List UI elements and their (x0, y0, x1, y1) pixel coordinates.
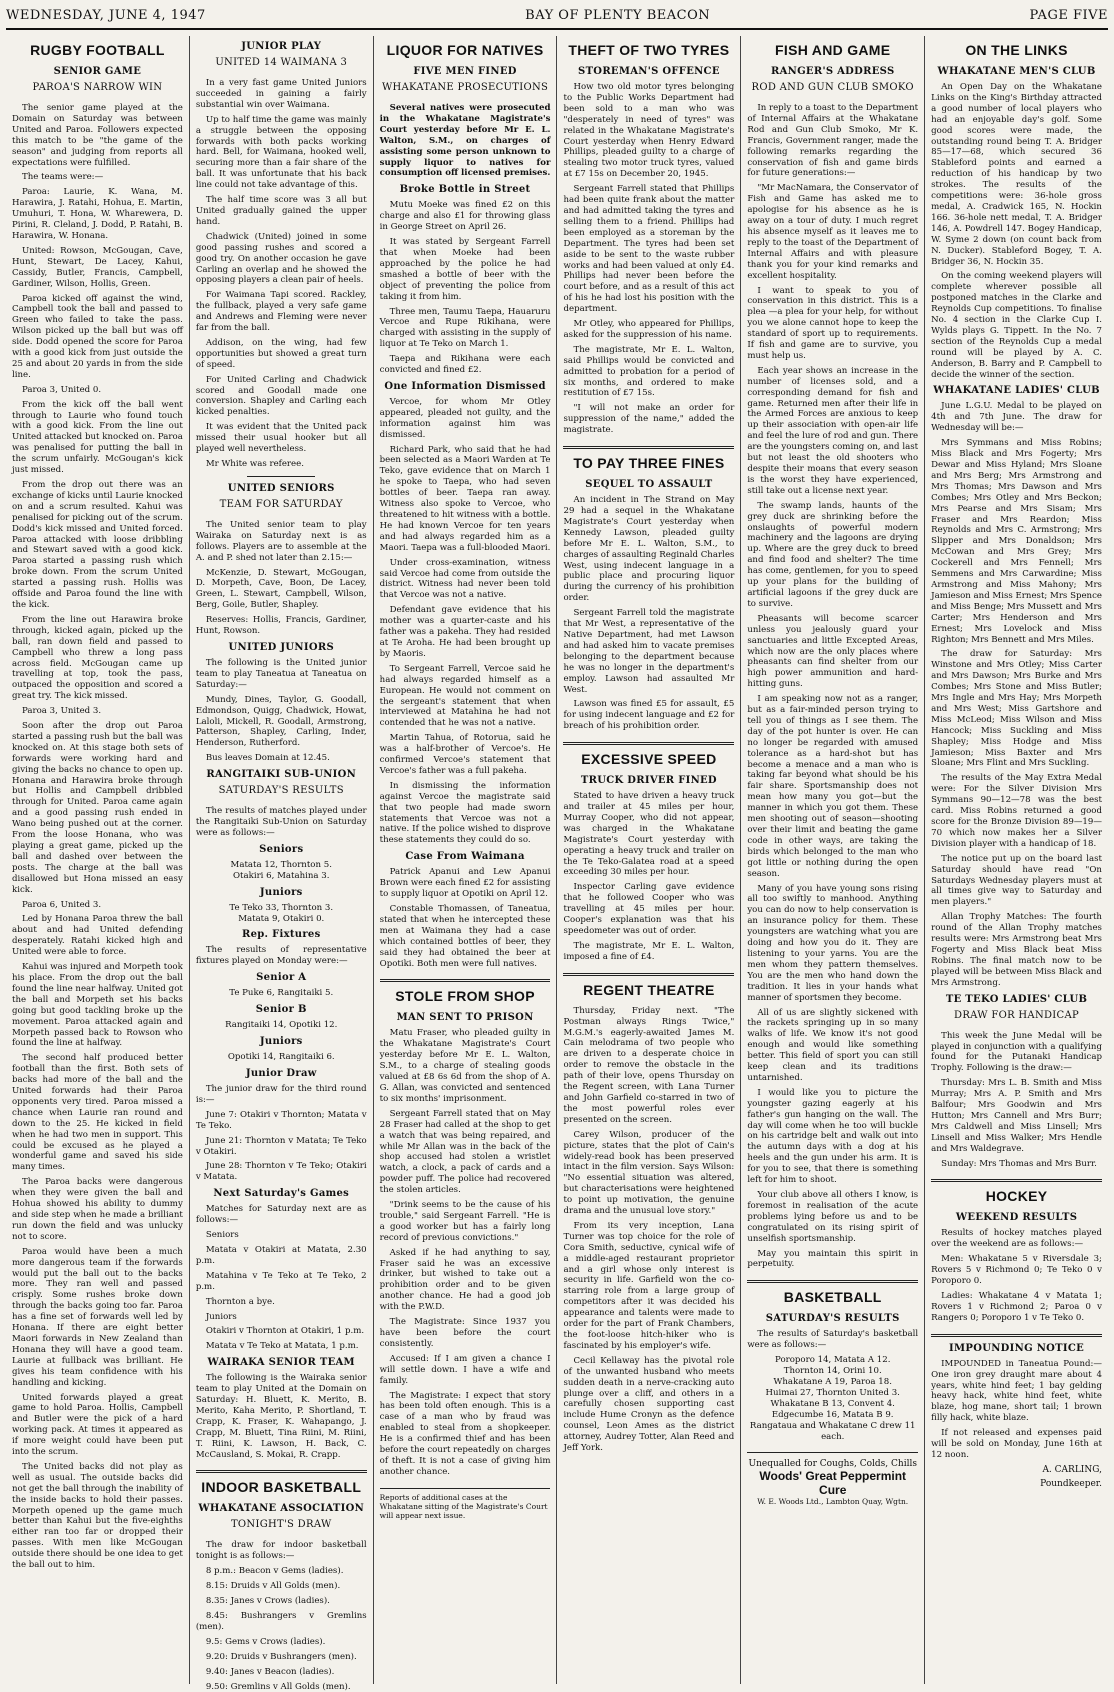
article-headline: ON THE LINKS (965, 42, 1068, 58)
paragraph: Paroa would have been a much more dangerous team if the forwards would put the ball out to the backs more. They ran well and passed crisply. Some rushes broke down through the backs going too far. Paroa has a fine set of forwards well led by Honana. If there are eight better Maori forwards in New Zealand than Honana they will have a good team. Laurie at fullback was brilliant. He gives his team confidence with his handling and kicking. (12, 1246, 183, 1388)
paragraph: 8.45: Bushrangers v Gremlins (men). (195, 1611, 367, 1632)
article-body (931, 1031, 1102, 1170)
article-headline: REGENT THEATRE (583, 981, 715, 998)
paragraph: From its very inception, Lana Turner was top choice for the role of Cora Smith, seductive, cynical wife of a middle-aged restaurant proprietor and a girl whose only interest is security in life. Garfield won the co-starring role from a large group of competitors after it was decided his appearance and talents were made to order for the part of Frank Chambers, the foot-loose hitch-hiker who is fascinated by his employer's wife. (563, 1220, 735, 1351)
paragraph: The Magistrate: I expect that story has been told often enough. This is a case of a man who by fraud was enabled to steal from a shopkeeper. He is a confirmed thief and has been before the court repeatedly on charges of theft. It is not a case of giving him another chance. (379, 1390, 551, 1477)
paragraph: I am speaking now not as a ranger, but as a fair-minded person trying to tell you of things as I see them. The day of the pot hunter is over. He can no longer be regarded with amused tolerance as a hard-shot but has become a menace and a man who is taking far beyond what should be his fair share. Sportsmanship does not mean how many you got—but the manner in which you got them. These men shooting out of season—shooting over their limit and beating the game code in other ways, are taking the birds which belonged to the man who got little or nothing during the open season. (747, 694, 919, 879)
article-body (380, 867, 551, 969)
paragraph: Led by Honana Paroa threw the ball about and had United defending desperately. Ratahi kicked high and United were able to force. (12, 914, 183, 958)
paragraph: 9.20: Druids v Bushrangers (men). (205, 1651, 357, 1662)
paragraph: Three men, Taumu Taepa, Hauaruru Vercoe and Rupe Rikihana, were charged with assisting in the supply of liquor at Te Teko on March 1. (379, 306, 551, 350)
paragraph: Matata v Otakiri at Matata, 2.30 p.m. (195, 1244, 367, 1266)
column-rugby (6, 36, 190, 1684)
paragraph: Your club above all others I know, is foremost in realisation of the acute problems lying before us and to be congratulated on its rising spirit of unselfish sportsmanship. (747, 1190, 919, 1244)
divider (563, 446, 734, 449)
column-tyres (557, 36, 741, 1684)
article-headline: IMPOUNDING NOTICE (949, 1342, 1085, 1354)
article-body (196, 1373, 367, 1460)
paragraph: Rangitaiki 14, Opotiki 12. (225, 1020, 338, 1031)
paragraph: Asked if he had anything to say, Fraser said he was an excessive drinker, but wished to take out a prohibition order and to be given another chance. He had a good job with the P.W.D. (379, 1247, 551, 1313)
article-body (196, 520, 367, 637)
paragraph: The second half produced better football than the first. Both sets of backs had more of the ball and the United forwards had their Paroa opponents very tired. Paroa missed a chance when Laurie ran round and down to the 25. He kicked in field when he had two men in support. This could be excused as he played a wonderful game and saved his side many times. (12, 1053, 183, 1173)
paragraph: Many of you have young sons rising all too swiftly to manhood. Anything you can do now to help conservation is an insurance policy for them. These youngsters are watching what you are doing and how you do it. They are listening to your yarns. You are the men whom they pattern themselves. You are the men who hand down the tradition. It lies in your hands what manner of sportsmen they become. (747, 883, 919, 1003)
paragraph: McKenzie, D. Stewart, McGougan, D. Morpeth, Cave, Boon, De Lacey, Green, L. Stewart, Campbell, Wilson, Berg, Goile, Butler, Shapley. (195, 567, 367, 611)
paragraph: "Drink seems to be the cause of his trouble," said Sergeant Farrell. "He is a good worker but has a fairly long record of previous convictions." (379, 1200, 551, 1243)
paragraph: Otakiri 6, Matahina 3. (233, 870, 330, 881)
article-subhead: SATURDAY'S RESULTS (765, 1313, 900, 1325)
newspaper-columns (6, 36, 1108, 1692)
article-headline: EXCESSIVE SPEED (581, 751, 717, 768)
paragraph: The teams were:— (22, 172, 104, 183)
article-deck: ROD AND GUN CLUB SMOKO (751, 82, 914, 93)
paragraph: In dismissing the information against Vercoe the magistrate said that two people had made sworn statements that Vercoe was not a native. If the police wished to disprove these statements they could do so. (379, 780, 551, 846)
paragraph: Kahui was injured and Morpeth took his place. From the drop out the ball found the line near halfway. United got the ball and Morpeth set his backs going but good tackling broke up the movement. Paroa attacked again and Morpeth passed back to Rowson who found the line at halfway. (12, 962, 183, 1049)
article-subhead: MAN SENT TO PRISON (396, 1012, 534, 1024)
paragraph: Paroa 3, United 0. (22, 384, 102, 395)
paragraph: Whakatane B 13, Convent 4. (770, 1398, 895, 1409)
column-fish-game (741, 36, 925, 1684)
subsection-label: Broke Bottle in Street (399, 184, 531, 196)
paragraph: From the line out Harawira broke through, kicked again, picked up the ball, ran down field and passed to Campbell who threw a long pass across field. McGougan came up travelling at top, took the pass, outpaced the opposition and scored a great try. The kick missed. (12, 614, 183, 702)
paragraph: Sergeant Farrell stated that Phillips had been quite frank about the matter and had admitted taking the tyres and selling them to a friend. Phillips had been employed as a storeman by the Department. The tyres had been set aside to be sent to the waste rubber works and had been valued at only £4. Phillips had never been before the court before, and as a result of this act of his he had lost his position with the department. (563, 184, 735, 315)
paragraph: The junior draw for the third round is:— (195, 1084, 367, 1105)
article-subhead: SEQUEL TO ASSAULT (585, 479, 713, 491)
article-body (563, 791, 734, 963)
paragraph: Paroa kicked off against the wind, Campbell took the ball and passed to Green who failed to take the pass. Wilson picked up the ball but was off side. Dodd opened the score for Paroa with a good kick from just outside the 25 and about 20 yards in from the side line. (12, 293, 183, 380)
divider (563, 742, 734, 745)
paragraph: The draw for Saturday: Mrs Winstone and Mrs Otley; Miss Carter and Mrs Dawson; Mrs Burke and Mrs Combes; Mrs Stone and Miss Butler; Mrs Ingle and Mrs Hay; Mrs Morpeth and Mrs West; Miss Gartshore and Miss McLeod; Miss Wilson and Miss Hancock; Miss Suckling and Miss Shapley; Miss Hodge and Miss Jamieson; Miss Baxter and Mrs Sloane; Mrs Flint and Mrs Suckling. (931, 649, 1102, 769)
paragraph: An incident in The Strand on May 29 had a sequel in the Whakatane Magistrate's Court yesterday when Kennedy Lawson, pleaded guilty before Mr E. L. Walton, S.M., to charges of assaulting Reginald Charles West, using indecent language in a public place and procuring liquor during the currency of his prohibition order. (563, 495, 735, 604)
article-lead: Several natives were prosecuted in the Whakatane Magistrate's Court yesterday before Mr E. L. Walton, S.M., on charges of assisting some person unknown to supply liquor to natives for consumption off licensed premises. (379, 103, 551, 179)
article-deck: UNITED 14 WAIMANA 3 (215, 57, 348, 68)
paragraph: Matahina v Te Teko at Te Teko, 2 p.m. (195, 1270, 367, 1292)
paragraph: The magistrate, Mr E. L. Walton, said Phillips would be convicted and admitted to probation for a period of six months, and ordered to make restitution of £7 15s. (563, 344, 735, 399)
paragraph: It was evident that the United pack missed their usual hooker but all played well nevertheless. (195, 422, 367, 455)
signature: A. CARLING, (1042, 1464, 1102, 1475)
paragraph: From the kick off the ball went through to Laurie who found touch with a good kick. From the line out United attacked but knocked on. Paroa was penalised for putting the ball in the scrum unfairly. McGougan's kick just missed. (12, 399, 183, 476)
paragraph: The following is the Wairaka senior team to play United at the Domain on Saturday: H. Bluett, K. Merito, B. Merito, Kaha Merito, P. Shortland, T. Crapp, K. Fraser, K. Wahapango, J. Crapp, M. Bluett, Tina Riini, M. Riini, T. Riini, K. Lawson, H. Back, C. McCausland, S. Mokai, R. Crapp. (195, 1373, 367, 1460)
paragraph: Matu Fraser, who pleaded guilty in the Whakatane Magistrate's Court yesterday before Mr E. L. Walton, S.M., to a charge of stealing goods valued at £8 6s 6d from the shop of A. G. Allan, was convicted and sentenced to six months' imprisonment. (379, 1028, 551, 1104)
paragraph: The United senior team to play Wairaka on Saturday next is as follows. Players are to assemble at the A. and P. shed not later than 2.15:— (195, 519, 367, 563)
paragraph: May you maintain this spirit in perpetuity. (747, 1248, 919, 1270)
paragraph: Taepa and Rikihana were each convicted and fined £2. (379, 354, 551, 376)
paragraph: Whakatane A 19, Paroa 18. (773, 1376, 892, 1387)
column-golf (925, 36, 1108, 1684)
paragraph: Lawson was fined £5 for assault, £5 for using indecent language and £2 for breach of his prohibition order. (563, 699, 735, 732)
paragraph: June 7: Otakiri v Thornton; Matata v Te Teko. (195, 1109, 367, 1131)
paragraph: All of us are slightly sickened with the rackets springing up in so many walks of life. We know it's not good enough and would like something better. This field of sport you can still keep clean and its traditions untarnished. (747, 1007, 919, 1083)
paragraph: This week the June Medal will be played in conjunction with a qualifying found for the Putanaki Handicap Trophy. Following is the draw:— (931, 1030, 1102, 1074)
paragraph: From the drop out there was an exchange of kicks until Laurie knocked on and a scrum resulted. Kahui was penalised for picking out of the scrum. Dodd's kick missed and United forced. Paroa attacked with loose dribbling and Stewart saved with a good kick. Paroa started a passing rush which broke down. From the scrum United started a passing rush. Hollis was offside and Paroa found the line with the kick. (12, 480, 183, 610)
paragraph: Matata v Te Teko at Matata, 1 p.m. (205, 1341, 359, 1352)
article-body (747, 103, 918, 1270)
article-headline: WAIRAKA SENIOR TEAM (207, 1357, 355, 1369)
score-list (747, 1355, 918, 1442)
paragraph: Carey Wilson, producer of the picture, states that the plot of Cain's widely-read book has been preserved intact in the film version. Says Wilson: "No essential situation was altered, but characterisations were heightened to point up motivation, the genuine drama and the unusual love story." (563, 1129, 735, 1217)
paragraph: Patrick Apanui and Lew Apanui Brown were each fined £2 for assisting to supply liquor at Opotiki on April 12. (379, 867, 551, 900)
article-subhead: WHAKATANE MEN'S CLUB (937, 66, 1096, 77)
paragraph: Matata 9, Otakiri 0. (238, 913, 325, 924)
paragraph: June 28: Thornton v Te Teko; Otakiri v Matata. (195, 1161, 367, 1183)
paragraph: The results of representative fixtures played on Monday were:— (195, 945, 367, 967)
article-body (380, 200, 551, 376)
article-subhead: STOREMAN'S OFFENCE (578, 66, 720, 77)
paragraph: Soon after the drop out Paroa started a passing rush but the ball was knocked on. At this stage both sets of forwards were working hard and giving the backs no chance to open up. Honana and Harawira broke through but Hollis and Campbell dribbled through for United. Paroa came again and a good passing rush ended in Wano being pushed out at the corner. From the loose Honana, who was playing a great game, picked up the ball and dashed over between the posts. The charge at the ball was disallowed but Hona missed an easy kick. (12, 721, 183, 895)
paragraph: Mr Otley, who appeared for Phillips, asked for the suppression of his name. (563, 319, 735, 340)
paragraph: "I will not make an order for suppression of the name," added the magistrate. (563, 403, 735, 436)
paragraph: United forwards played a great game to hold Paroa. Hollis, Campbell and Butler were the pick of a hard working pack. At times it appeared as if more weight could have been put into the scrum. (12, 1392, 183, 1458)
paragraph: Paroa: Laurie, K. Wana, M. Harawira, J. Ratahi, Hohua, E. Martin, Umuhuri, T. Hona, W. Wharewera, D. Pirini, R. Cleland, J. Dodd, P. Ratahi, B. Harawira, W. Honana. (12, 187, 183, 241)
issue-date: WEDNESDAY, JUNE 4, 1947 (6, 8, 206, 23)
article-headline: THEFT OF TWO TYRES (568, 42, 730, 58)
paragraph: The United backs did not play as well as usual. The outside backs did not get the ball through the inability of the inside backs to hold their passes. Morpeth opened up the game much better than Kahui but the five-eighths either ran too far or dropped their passes. With men like McGougan outside there should be one idea to get the ball out to him. (12, 1461, 183, 1571)
score-list (196, 988, 367, 999)
paragraph: Inspector Carling gave evidence that he followed Cooper who was travelling at 45 miles per hour. Cooper's explanation was that his speedometer was out of order. (563, 882, 735, 936)
paragraph: Te Teko 33, Thornton 3. (229, 902, 334, 913)
paragraph: Thornton a bye. (205, 1296, 275, 1307)
paragraph: 9.40: Janes v Beacon (ladies). (205, 1666, 335, 1677)
divider (931, 1179, 1102, 1182)
paragraph: Vercoe, for whom Mr Otley appeared, pleaded not guilty, and the information against him was dismissed. (379, 396, 551, 440)
subsection-label: Rep. Fixtures (241, 929, 321, 941)
paragraph: Stated to have driven a heavy truck and trailer at 45 miles per hour, Murray Cooper, who did not appear, was charged in the Whakatane Magistrate's Court yesterday with operating a heavy truck and trailer on the Te Teko-Galatea road at a speed exceeding 30 miles per hour. (563, 791, 735, 878)
paragraph: IMPOUNDED in Taneatua Pound:— One iron grey draught mare about 4 years, white hind feet; 1 bay gelding heavy hack, white hind feet, white blaze, hog mane, short tail; 1 brown filly hack, white blaze. (931, 1358, 1102, 1424)
article-body (563, 495, 734, 732)
paragraph: Sergeant Farrell stated that on May 28 Fraser had called at the shop to get a watch that was being repaired, and while Mr Allan was in the back of the shop accused had stolen a wristlet watch, a clock, a pack of cards and a powder puff. The police had recovered the stolen articles. (379, 1108, 551, 1196)
paragraph: Chadwick (United) joined in some good passing rushes and scored a good try. On another occasion he gave Carling an overlap and he showed the opposing players a clean pair of heels. (195, 231, 367, 286)
article-headline: UNITED JUNIORS (228, 641, 334, 653)
paragraph: For United Carling and Chadwick scored and Goodall made one conversion. Shapley and Carling each kicked penalties. (195, 374, 367, 418)
paragraph: Mutu Moeke was fined £2 on this charge and also £1 for throwing glass in George Street on April 26. (379, 200, 551, 233)
article-deck: TONIGHT'S DRAW (230, 1519, 332, 1531)
paragraph: Thornton 14, Orini 10. (783, 1366, 882, 1377)
article-subhead: RANGER'S ADDRESS (770, 66, 895, 77)
article-subhead: SENIOR GAME (53, 66, 142, 77)
paragraph: Sunday: Mrs Thomas and Mrs Burr. (941, 1158, 1097, 1169)
article-body (12, 103, 183, 1571)
paragraph: To Sergeant Farrell, Vercoe said he had always regarded himself as a European. He would not comment on the sergeant's statement that when interviewed at Matahina he had not contended that he was not a native. (379, 663, 551, 729)
article-body (196, 1204, 367, 1352)
article-headline: JUNIOR PLAY (241, 41, 322, 52)
column-junior-play (190, 36, 374, 1692)
article-headline: TO PAY THREE FINES (573, 455, 725, 472)
paragraph: In a very fast game United Juniors succeeded in gaining a fairly substantial win over Waimana. (195, 78, 367, 110)
article-subhead: FIVE MEN FINED (413, 66, 517, 77)
paragraph: Each year shows an increase in the number of licenses sold, and a corresponding demand for fish and game. Returned men after their life in the Armed Forces are anxious to keep up their association with open-air life and feel the lure of rod and gun. There are the youngsters coming on, and last but not least the old shooters who despite their moans that every season is the worst they have experienced, still take out a license next year. (747, 365, 919, 496)
paragraph: Edgecumbe 16, Matata B 9. (771, 1409, 894, 1420)
paragraph: 8.35: Janes v Crows (ladies). (205, 1596, 330, 1607)
paragraph: Reserves: Hollis, Francis, Gardiner, Hunt, Rowson. (195, 615, 367, 637)
paragraph: Sergeant Farrell told the magistrate that Mr West, a representative of the Native Department, had met Lawson and had asked him to vacate premises belonging to the department because he was no longer in the department's employ. Lawson had assaulted Mr West. (563, 608, 735, 695)
paragraph: 8 p.m.: Beacon v Gems (ladies). (205, 1566, 344, 1577)
article-headline: TE TEKO LADIES' CLUB (945, 993, 1088, 1005)
paragraph: The swamp lands, haunts of the grey duck are shrinking before the onslaughts of powerful modern machinery and the lagoons are drying up. Where are the grey duck to breed and find food and shelter? The time has come, gentlemen, for you to speed up your plans for the building of artificial lagoons if the grey duck are to survive. (747, 500, 919, 609)
paragraph: Defendant gave evidence that his mother was a quarter-caste and his father was a pakeha. They had resided at Te Aroha. He had been brought up by Maoris. (379, 605, 551, 659)
paragraph: Pheasants will become scarcer unless you jealously guard your sanctuaries and little Excepted Areas, which now are the only places where pheasants can find shelter from our high power ammunition and hard-hitting guns. (747, 613, 919, 690)
paragraph: An Open Day on the Whakatane Links on the King's Birthday attracted a good number of local players who had an enjoyable day's golf. Some good scores were made, the outstanding round being T. A. Bridger 85—17—68, which secured 36 Stableford points and earned a reduction of his handicap by two strokes. The results of the competitions were: 36-hole gross medal, A. Cradwick 165, N. Hockin 166. 36-hole nett medal, T. A. Bridger 146, A. Powdrell 147. Bogey Handicap, W. Syme 2 down (on count back from N. Ducker). Stableford Bogey, T. A. Bridger 36, N. Hockin 35. (931, 82, 1102, 267)
article-deck: SATURDAY'S RESULTS (218, 785, 344, 797)
paragraph: Thursday, Friday next. "The Postman always Rings Twice," M.G.M.'s eagerly-awaited James M. Cain melodrama of two people who are driven to a desperate choice in order to remove the obstacle in the path of their love, opens Thursday on the Regent screen, with Lana Turner and John Garfield co-starred in two of the most powerful roles ever presented on the screen. (563, 1005, 735, 1125)
footnote: Reports of additional cases at the Whakatane sitting of the Magistrate's Court will appear next issue. (380, 1488, 551, 1520)
paragraph: 8.15: Druids v All Golds (men). (205, 1581, 341, 1592)
article-body (931, 1228, 1102, 1323)
subsection-label: Junior Draw (245, 1068, 317, 1079)
paragraph: Bus leaves Domain at 12.45. (205, 753, 330, 764)
article-body (196, 806, 367, 839)
paragraph: Mrs Symmans and Miss Robins; Miss Black and Mrs Fogerty; Mrs Dewar and Miss Hyland; Mrs Sloane and Mrs Berg; Mrs Armstrong and Mrs Thomas; Mrs Dawson and Mrs Combes; Mrs Otley and Mrs Beckon; Mrs Pearse and Mrs Sisam; Mrs Fraser and Mrs Reardon; Miss Reynolds and Mrs C. Armstrong; Mrs Slipper and Mrs Donaldson; Mrs McCowan and Mrs Grey; Mrs Cockerell and Mrs Fennell; Mrs Semmens and Mrs Carwardine; Miss Armstrong and Miss Mahony; Mrs Jamieson and Miss Ernest; Mrs Spence and Miss Benge; Mrs Mussett and Mrs Carter; Mrs Henderson and Mrs Ernest; Mrs Lovelock and Miss Righton; Mrs Bennett and Mrs Miles. (931, 438, 1102, 645)
article-headline: RUGBY FOOTBALL (30, 42, 165, 58)
paper-name: BAY OF PLENTY BEACON (525, 8, 711, 23)
paragraph: On the coming weekend players will complete wherever possible all postponed matches in the Clarke and Reynolds Cup competitions. To finalise No. 4 section in the Clarke Cup I. Wylds plays G. Tippett. In the No. 7 section of the Reynolds Cup a medal round will be played by A. C. Anderson, B. Barry and P. Campbell to decide the winner of the section. (931, 271, 1102, 380)
article-headline: BASKETBALL (783, 1289, 882, 1306)
article-body (563, 82, 734, 436)
article-body (196, 945, 367, 967)
paragraph: "Mr MacNamara, the Conservator of Fish and Game has asked me to apologise for his absence as he is away on a tour of duty. I much regret his absence myself as it leaves me to reply to the toast of the Department of Internal Affairs and with pleasure thank you for your kind remarks and excellent hospitality. (747, 183, 919, 281)
paragraph: How two old motor tyres belonging to the Public Works Department had been sold to a man who was "desperately in need of tyres" was related in the Whakatane Magistrate's Court yesterday when Henry Edward Phillips, pleaded guilty to a charge of stealing two motor truck tyres, valued at £7 15s on December 20, 1945. (563, 82, 735, 180)
article-body (380, 1028, 551, 1477)
article-headline: STOLE FROM SHOP (395, 988, 535, 1005)
paragraph: The magistrate, Mr E. L. Walton, imposed a fine of £4. (563, 940, 735, 962)
subsection-label: Senior B (255, 1004, 307, 1016)
article-body (931, 82, 1102, 380)
subsection-label: Case From Waimana (405, 851, 525, 863)
column-liquor (374, 36, 558, 1684)
paragraph: I want to speak to you of conservation in this district. This is a plea —a plea for your help, for without you we alone cannot hope to keep the standard of sport up to requirements. If fish and game are to survive, you must help us. (747, 285, 919, 361)
paragraph: The notice put up on the board last Saturday should have read "On Saturdays Wednesday players must at all times give way to Saturday and men players." (931, 853, 1102, 908)
paragraph: Matata 12, Thornton 5. (230, 859, 332, 870)
paragraph: Seniors (205, 1230, 239, 1241)
article-body (196, 1540, 367, 1692)
article-body (196, 1084, 367, 1183)
paragraph: Mundy, Dines, Taylor, G. Goodall, Edmondson, Quigg, Chadwick, Howat, Laloli, Mickell, R. Goodall, Armstrong, Patterson, Shapley, Carling, Inder, Henderson, Rutherford. (195, 694, 367, 749)
paragraph: Otakiri v Thornton at Otakiri, 1 p.m. (205, 1326, 365, 1337)
divider (931, 1334, 1102, 1337)
article-headline: RANGITAIKI SUB-UNION (206, 769, 357, 781)
article-deck: DRAW FOR HANDICAP (954, 1009, 1080, 1021)
article-headline: WHAKATANE LADIES' CLUB (933, 385, 1100, 397)
paragraph: Thursday: Mrs L. B. Smith and Miss Murray; Mrs A. P. Smith and Mrs Balfour; Mrs Goodwin and Mrs Hutton; Mrs Cannell and Mrs Burr; Mrs Caldwell and Miss Linsell; Mrs Linsell and Miss Walker; Mrs Hendle and Mrs Waldegrave. (931, 1078, 1102, 1154)
paragraph: The senior game played at the Domain on Saturday was between United and Paroa. Followers expected this match to be "the game of the season" and judging from reports all expectations were fulfilled. (12, 103, 183, 168)
article-deck: WHAKATANE PROSECUTIONS (381, 82, 549, 93)
paragraph: Rangataua and Whakatane C drew 11 each. (749, 1420, 916, 1442)
article-headline: INDOOR BASKETBALL (201, 1479, 362, 1496)
divider (747, 1280, 918, 1283)
divider (563, 973, 734, 976)
article-deck: TEAM FOR SATURDAY (219, 498, 343, 510)
subsection-label: Next Saturday's Games (213, 1188, 350, 1200)
ad-product: Woods' Great Peppermint Cure (759, 1469, 907, 1498)
paragraph: If not released and expenses paid will be sold on Monday, June 16th at 12 noon. (931, 1428, 1102, 1460)
subsection-label: Seniors (259, 843, 304, 855)
subsection-label: Senior A (256, 972, 307, 984)
paragraph: Martin Tahua, of Rotorua, said he was a half-brother of Vercoe's. He confirmed Vercoe's statement that Vercoe's father was a full pakeha. (379, 733, 551, 776)
paragraph: Addison, on the wing, had few opportunities but showed a great turn of speed. (195, 337, 367, 370)
paragraph: Huimai 27, Thornton United 3. (765, 1387, 900, 1398)
score-list (196, 860, 367, 882)
paragraph: The Magistrate: Since 1937 you have been before the court consistently. (379, 1317, 551, 1349)
paragraph: For Waimana Tapi scored. Rackley, the fullback, played a very safe game and Andrews and Fleming were never far from the ball. (195, 290, 367, 334)
article-subhead: WHAKATANE ASSOCIATION (198, 1503, 365, 1515)
article-subhead: WEEKEND RESULTS (955, 1212, 1078, 1224)
paragraph: It was stated by Sergeant Farrell that when Moeke had been approached by the police he had smashed a bottle of beer with the object of preventing the police from taking it from him. (379, 237, 551, 302)
article-headline: HOCKEY (985, 1188, 1048, 1205)
subsection-label: Juniors (259, 886, 303, 898)
paragraph: The results of the May Extra Medal were: For the Silver Division Mrs Symmans 90—12—78 was the best card. Miss Robins returned a good score for the Bronze Division 89—19—70 which now makes her a Silver Division player with a handicap of 18. (931, 773, 1102, 849)
ad-tagline: Unequalled for Coughs, Colds, Chills (748, 1459, 917, 1470)
article-body (747, 1329, 918, 1351)
score-list (196, 903, 367, 925)
paragraph: Poroporo 14, Matata A 12. (775, 1355, 891, 1366)
paragraph: Opotiki 14, Rangitaiki 6. (227, 1052, 335, 1063)
paragraph: The half time score was 3 all but United gradually gained the upper hand. (195, 195, 367, 227)
paragraph: I would like you to picture the youngster gazing eagerly at his father's gun hanging on the wall. The day will come when he too will buckle on his cartridge belt and walk out into the autumn days with a dog at his heels and the gun under his arm. It is for you to see, that there is something left for him to shoot. (747, 1087, 919, 1186)
paragraph: Constable Thomassen, of Taneatua, stated that when he intercepted these men at Waimana they had a case which contained bottles of beer, they said they had obtained the beer at Opotiki. Both men were full natives. (379, 904, 551, 969)
subsection-label: Juniors (259, 1036, 303, 1048)
paragraph: Paroa 3, United 3. (22, 706, 102, 717)
paragraph: 9.50: Gremlins v All Golds (men). (205, 1681, 351, 1692)
page-number: PAGE FIVE (1029, 8, 1108, 23)
paragraph: Paroa 6, United 3. (22, 899, 102, 910)
paragraph: Accused: If I am given a chance I will settle down. I have a wife and family. (379, 1353, 551, 1386)
paragraph: Richard Park, who said that he had been selected as a Maori Warden at Te Teko, gave evidence that on March 1 he spoke to Taepa, who had seven bottles of beer. Taepa ran away. Witness also spoke to Vercoe, who threatened to hit witness with a bottle. He had known Vercoe for ten years and had always regarded him as a Maori. Taepa was a full-blooded Maori. (379, 444, 551, 553)
article-deck: PAROA'S NARROW WIN (32, 82, 163, 93)
advertisement (747, 1452, 918, 1506)
paragraph: The following is the United junior team to play Taneatua at Taneatua on Saturday:— (195, 657, 367, 690)
paragraph: Allan Trophy Matches: The fourth round of the Allan Trophy matches results were: Mrs Armstrong beat Mrs Fogerty and Miss Black beat Miss Robins. The final match now to be played will be between Miss Black and Mrs Armstrong. (931, 912, 1102, 988)
paragraph: Te Puke 6, Rangitaiki 5. (229, 988, 334, 999)
article-body (380, 397, 551, 846)
article-body (931, 401, 1102, 988)
paragraph: Cecil Kellaway has the pivotal role of the unwanted husband who meets sudden death in a nerve-cracking auto plunge over a cliff, and others in a carefully chosen supporting cast include Hume Cronyn as the defence counsel, Leon Ames as the district attorney, Audrey Totter, Alan Reed and Jeff York. (563, 1355, 735, 1454)
score-list (196, 1020, 367, 1031)
article-headline: FISH AND GAME (775, 42, 891, 58)
paragraph: June L.G.U. Medal to be played on 4th and 7th June. The draw for Wednesday will be:— (931, 401, 1102, 434)
paragraph: Under cross-examination, witness said Vercoe had come from outside the district. Witness had never been told that Vercoe was not a native. (379, 557, 551, 601)
paragraph: June 21: Thornton v Matata; Te Teko v Otakiri. (195, 1135, 367, 1157)
ad-maker: W. E. Woods Ltd., Lambton Quay, Wgtn. (757, 1497, 909, 1507)
article-body (563, 1006, 734, 1454)
paragraph: United: Rowson, McGougan, Cave, Hunt, Stewart, De Lacey, Kahui, Cassidy, Butler, Francis, Campbell, Gardiner, Wilson, Hollis, Green. (12, 245, 183, 289)
article-headline: UNITED SENIORS (227, 482, 335, 494)
paragraph: The Paroa backs were dangerous when they were given the ball and Hohua showed his ability to dummy and side step when he made a brilliant run down the field and was unlucky not to score. (12, 1177, 183, 1242)
paragraph: Juniors (205, 1311, 237, 1322)
article-subhead: TRUCK DRIVER FINED (580, 775, 717, 787)
article-headline: LIQUOR FOR NATIVES (386, 42, 544, 58)
paragraph: Matches for Saturday next are as follows:— (195, 1204, 367, 1226)
paragraph: The results of Saturday's basketball were as follows:— (747, 1329, 919, 1351)
article-body (931, 1359, 1102, 1461)
paragraph: 9.5: Gems v Crows (ladies). (205, 1636, 326, 1647)
paragraph: Up to half time the game was mainly a struggle between the opposing forwards with both packs working hard. Bell, for Waimana, hooked well, securing more than a fair share of the ball. It was unfortunate that his back line could not take advantage of this. (195, 114, 367, 191)
signature-title: Poundkeeper. (1040, 1478, 1102, 1489)
paragraph: In reply to a toast to the Department of Internal Affairs at the Whakatane Rod and Gun Club Smoko, Mr K. Francis, Government ranger, made the following remarks regarding the conservation of fish and game birds for future generations:— (747, 103, 919, 179)
paragraph: The draw for indoor basketball tonight is as follows:— (195, 1540, 367, 1562)
divider (380, 979, 551, 982)
article-body (196, 78, 367, 470)
article-body (196, 658, 367, 764)
score-list (196, 1052, 367, 1063)
paragraph: Men: Whakatane 5 v Riversdale 3; Rovers 5 v Richmond 0; Te Teko 0 v Poroporo 0. (931, 1254, 1102, 1287)
divider (196, 1470, 367, 1473)
paragraph: Mr White was referee. (205, 459, 304, 469)
paragraph: Results of hockey matches played over the weekend are as follows:— (931, 1228, 1102, 1250)
paragraph: Ladies: Whakatane 4 v Matata 1; Rovers 1 v Richmond 2; Paroa 0 v Rangers 0; Poroporo 1 v Te Teko 0. (931, 1291, 1102, 1323)
divider (247, 476, 315, 477)
masthead (6, 8, 1108, 30)
subsection-label: One Information Dismissed (384, 380, 546, 392)
paragraph: The results of matches played under the Rangitaiki Sub-Union on Saturday were as follows:— (195, 806, 367, 838)
